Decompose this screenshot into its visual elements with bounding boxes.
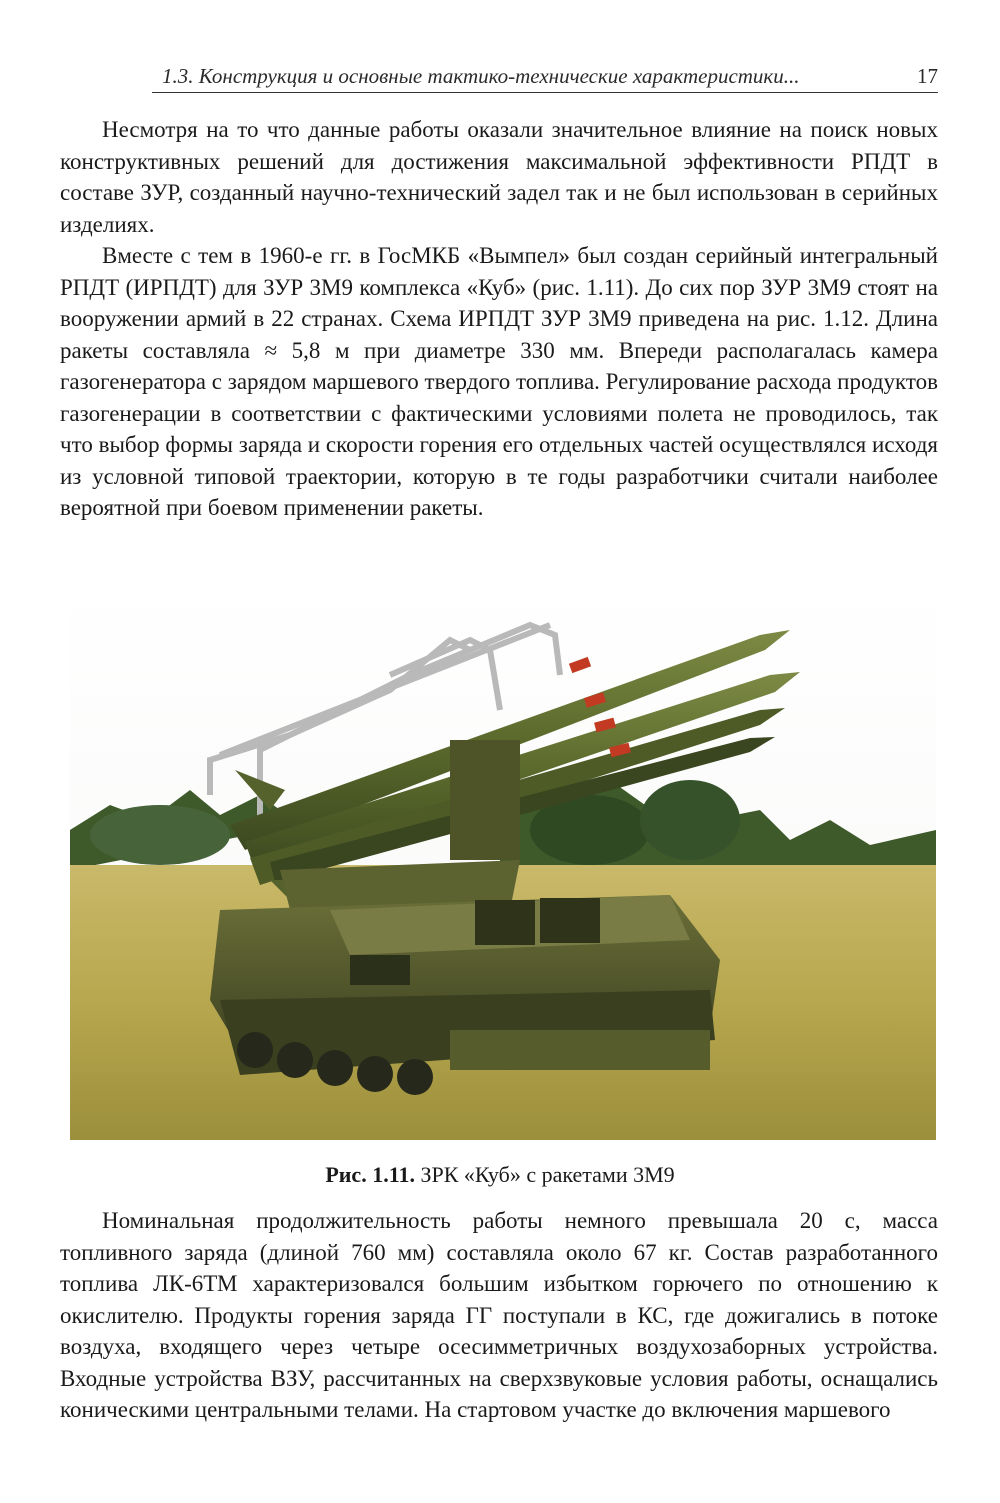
paragraph-3: Номинальная продолжительность работы немного превышала 20 с, масса топливного заряда (длиной 760 мм) составляла около 67 кг. Состав разработанного топлива ЛК-6ТМ характеризовался большим избытком горючего по отношению к окислителю. Продукты горения заряда ГГ поступали в КС, где дожигались в потоке воздуха, входящего через четыре осесимметричных воздухозаборных устройства. Входные устройства ВЗУ, рассчитанных на сверхзвуковые условия работы, оснащались коническими центральными телами. На стартовом участке до включения маршевого (60, 1208, 938, 1422)
running-header (152, 62, 938, 93)
caption-text: ЗРК «Куб» с ракетами 3М9 (420, 1162, 675, 1187)
paragraph-1: Несмотря на то что данные работы оказали значительное влияние на поиск новых конструктивных решений для достижения максимальной эффективности РПДТ в составе ЗУР, созданный научно-технический задел так и не был использован в серийных изделиях. (60, 117, 938, 237)
paragraph-2: Вместе с тем в 1960-е гг. в ГосМКБ «Вымпел» был создан серийный интегральный РПДТ (ИРПДТ) для ЗУР 3М9 комплекса «Куб» (рис. 1.11). До сих пор ЗУР 3М9 стоят на вооружении армий в 22 странах. Схема ИРПДТ ЗУР 3М9 приведена на рис. 1.12. Длина ракеты составляла ≈ 5,8 м при диаметре 330 мм. Впереди располагалась камера газогенератора с зарядом маршевого твердого топлива. Регулирование расхода продуктов газогенерации в соответствии с фактическими условиями полета не проводилось, так что выбор формы заряда и скорости горения его отдельных частей осуществлялся исходя из условной типовой траектории, которую в те годы разработчики считали наиболее вероятной при боевом применении ракеты. (60, 243, 938, 520)
caption-label: Рис. 1.11. (325, 1162, 415, 1187)
launcher-photo (70, 580, 936, 1140)
vehicle (210, 895, 720, 1095)
page-number: 17 (917, 64, 938, 88)
figure-kub-launcher (70, 580, 936, 1140)
running-title: 1.3. Конструкция и основные тактико-технические характеристики... (162, 64, 800, 88)
figure-caption (0, 1162, 1000, 1188)
